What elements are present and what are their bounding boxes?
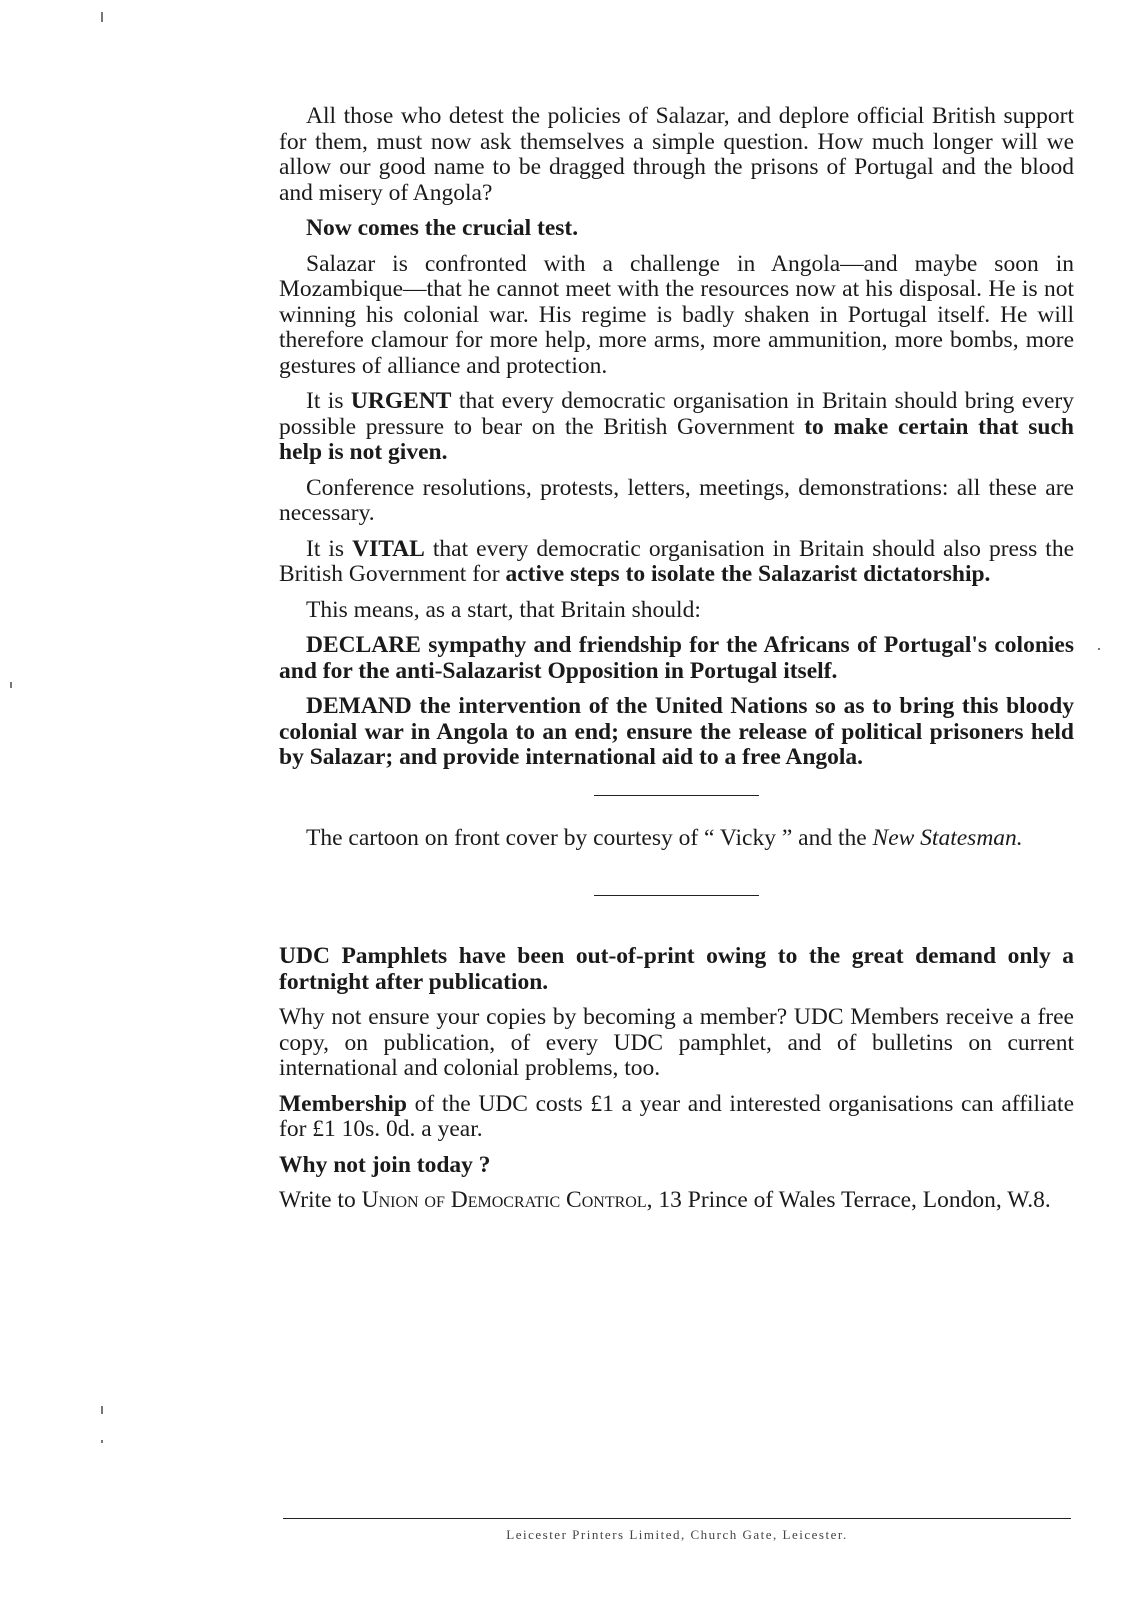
- emphasis-text: to make certain that such help is not given.: [279, 413, 1074, 465]
- paragraph-cartoon-credit: [279, 826, 1074, 852]
- paragraph-udc-membership-cost: [279, 1092, 1074, 1143]
- text-run: that every democratic organisation in Britain should also press the British Government for: [279, 535, 1075, 587]
- text-run: sympathy and friendship for the Africans of Portugal's colonies and for the anti-Salazarist Opposition in Portugal itself.: [279, 632, 1074, 684]
- emphasis-vital: VITAL: [352, 535, 425, 562]
- text-run: , 13 Prince of Wales Terrace, London, W.8.: [646, 1187, 1051, 1213]
- paragraph-this-means: This means, as a start, that Britain should:: [306, 596, 701, 623]
- publication-name: New Statesman.: [872, 824, 1023, 851]
- scan-speck: [1098, 648, 1100, 650]
- paragraph-intro: All those who detest the policies of Salazar, and deplore official British support for them, must now ask themselves a simple question. How much longer will we allow our good name to be dragged through the prisons of Portugal and the blood and misery of Angola?: [279, 103, 1074, 206]
- scan-speck: [101, 12, 103, 22]
- text-run: that every democratic organisation in Britain should bring every possible pressure to bear on the British Government: [279, 388, 1074, 440]
- emphasis-urgent: URGENT: [350, 388, 452, 414]
- paragraph-write-to: [279, 1188, 1074, 1214]
- printer-imprint: Leicester Printers Limited, Church Gate, Leicester.: [506, 1527, 848, 1542]
- text-run: The cartoon on front cover by courtesy of “ Vicky ” and the: [306, 824, 873, 851]
- text-column: [279, 104, 1074, 1224]
- section-divider: [594, 795, 759, 796]
- paragraph-udc-pamphlets: UDC Pamphlets have been out-of-print owing to the great demand only a fortnight after publication.: [279, 943, 1074, 995]
- paragraph-urgent: [279, 389, 1074, 466]
- paragraph-conference: Conference resolutions, protests, letters, meetings, demonstrations: all these are necessary.: [279, 474, 1074, 526]
- emphasis-declare: DECLARE: [306, 632, 421, 658]
- emphasis-membership: Membership: [279, 1090, 407, 1117]
- emphasis-demand: DEMAND: [306, 693, 412, 719]
- paragraph-crucial-test: Now comes the crucial test.: [306, 215, 579, 241]
- emphasis-text: active steps to isolate the Salazarist dictatorship.: [505, 561, 991, 587]
- paragraph-vital: [279, 537, 1074, 588]
- text-run: It is: [306, 535, 353, 562]
- scan-speck: [101, 1440, 103, 1443]
- paragraph-declare: [279, 633, 1074, 684]
- text-run: the intervention of the United Nations so as to bring this bloody colonial war in Angola to an end; ensure the release of political prisoners held by Salazar; and provide international aid to a free Angola.: [279, 693, 1074, 770]
- paragraph-udc-members: Why not ensure your copies by becoming a member? UDC Members receive a free copy, on publication, of every UDC pamphlet, and of bulletins on current international and colonial problems, too.: [279, 1004, 1074, 1081]
- paragraph-salazar-challenge: Salazar is confronted with a challenge in Angola—and maybe soon in Mozambique—that he cannot meet with the resources now at his disposal. He is not winning his colonial war. His regime is badly shaken in Portugal itself. He will therefore clamour for more help, more arms, more ammunition, more bombs, more gestures of alliance and protection.: [279, 250, 1074, 379]
- footer-rule: [283, 1518, 1071, 1519]
- udc-membership-block: [279, 944, 1074, 1214]
- text-run: of the UDC costs £1 a year and interested organisations can affiliate for £1 10s. 0d. a year.: [279, 1090, 1074, 1142]
- section-divider: [594, 895, 759, 896]
- organisation-name: Union of Democratic Control: [361, 1187, 647, 1213]
- scan-speck: [101, 1406, 103, 1414]
- paragraph-join-today: Why not join today ?: [279, 1151, 491, 1178]
- text-run: Write to: [279, 1187, 362, 1213]
- text-run: It is: [306, 388, 351, 414]
- paragraph-demand: [279, 694, 1074, 771]
- scan-speck: [10, 682, 12, 688]
